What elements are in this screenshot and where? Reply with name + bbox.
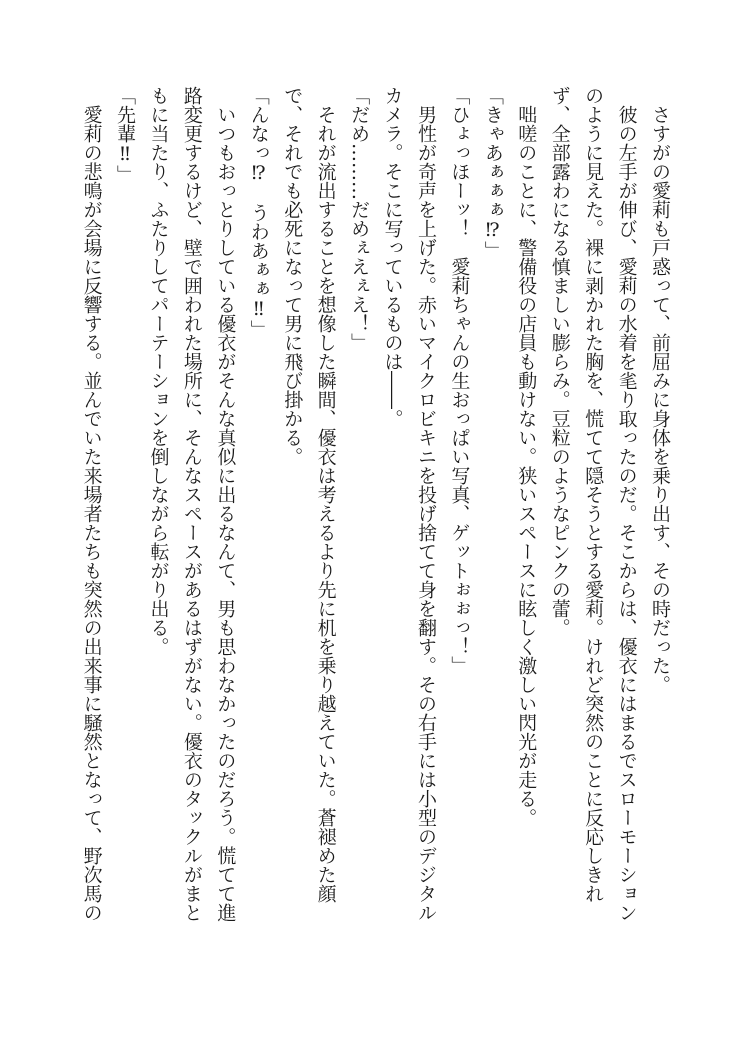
narrative-paragraph: 男性が奇声を上げた。赤いマイクロビキニを投げ捨てて身を翻す。その右手には小型のデジタルカメラ。そこに写っているものは――。: [381, 86, 437, 922]
narrative-paragraph: さすがの愛莉も戸惑って、前屈みに身体を乗り出す、その時だった。: [649, 105, 671, 694]
dialogue-paragraph: 「ひょっほーッ！ 愛莉ちゃんの生おっぱい写真、ゲットぉぉっ！」: [448, 86, 471, 675]
narrative-paragraph: 彼の左手が伸び、愛莉の水着を毟り取ったのだ。そこからは、優衣にはまるでスローモーションのように見えた。裸に剥かれた胸を、慌てて隠そうとする愛莉。けれど突然のことに反応しきれず、全部露わになる慎ましい膨らみ。豆粒のようなピンクの蕾。: [548, 86, 638, 922]
narrative-paragraph: それが流出することを想像した瞬間、優衣は考えるより先に机を乗り越えていた。蒼褪めた顔で、それでも必死になって男に飛び掛かる。: [281, 86, 337, 903]
narrative-paragraph: いつもおっとりしている優衣がそんな真似に出るなんて、男も思わなかったのだろう。慌てて進路変更するけど、壁で囲われた場所に、そんなスペースがあるはずがない。優衣のタックルがまともに当たり、ふたりしてパーテーションを倒しながら転がり出る。: [147, 86, 237, 922]
dialogue-paragraph: 「だめ………だめぇえぇえ！」: [348, 86, 371, 352]
narrative-paragraph: 咄嗟のことに、警備役の店員も動けない。狭いスペースに眩しく激しい閃光が走る。: [515, 105, 538, 827]
novel-text-block: [74, 86, 676, 938]
narrative-paragraph: 愛莉の悲鳴が会場に反響する。並んでいた来場者たちも突然の出来事に騒然となって、野次馬の: [80, 105, 103, 922]
dialogue-paragraph: 「んなっ⁉ うわあぁぁ‼」: [247, 86, 270, 339]
dialogue-paragraph: 「先輩‼」: [114, 86, 136, 184]
dialogue-paragraph: 「きゃあぁぁぁ⁉」: [481, 86, 504, 260]
